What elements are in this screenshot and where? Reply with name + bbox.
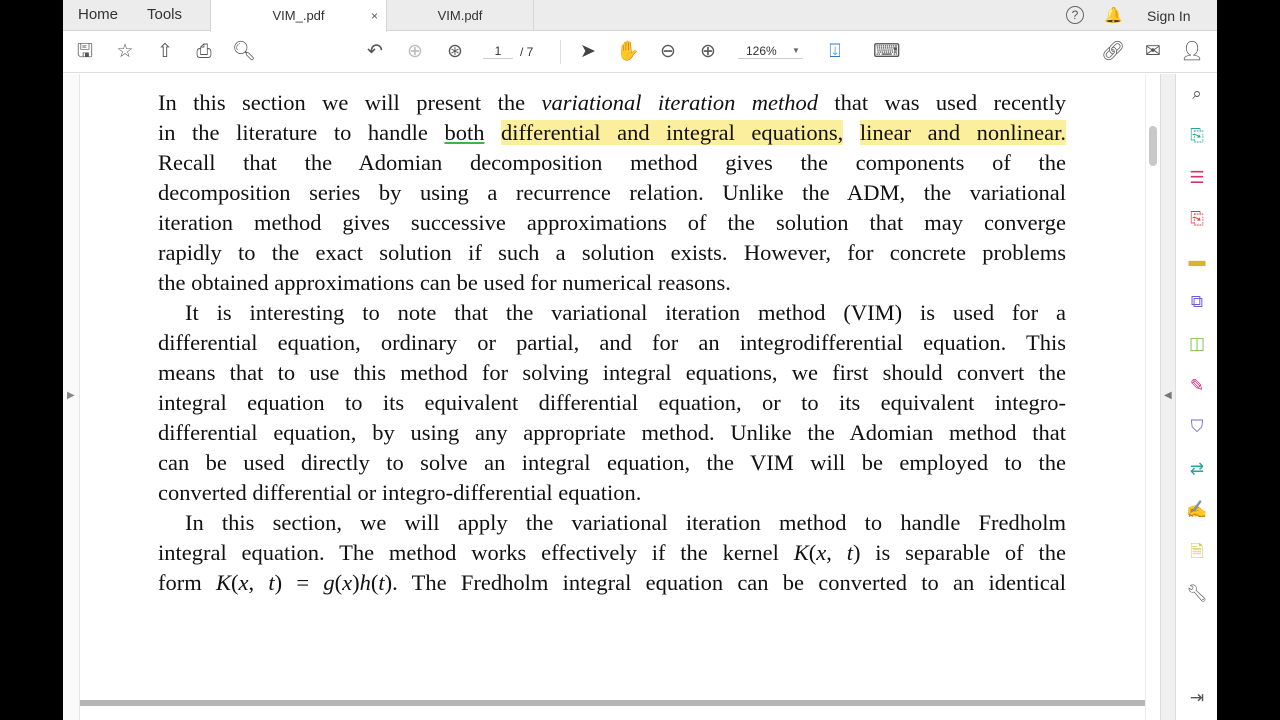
text-line: [158, 478, 1066, 508]
acrobat-window: [63, 0, 1217, 720]
text-run: that was used recently: [817, 90, 1066, 115]
text-run: [843, 120, 860, 145]
text-run: ,: [826, 540, 847, 565]
zoom-in-icon[interactable]: ⊕: [700, 41, 716, 62]
text-run: ,: [248, 570, 269, 595]
protect-icon[interactable]: ⛉: [1190, 417, 1204, 436]
upload-cloud-icon[interactable]: ⇧: [157, 41, 173, 62]
expand-left-panel-icon[interactable]: ▶: [67, 390, 75, 401]
select-cursor-icon[interactable]: ➤: [580, 41, 596, 62]
text-run: (: [808, 540, 817, 565]
text-run: K: [216, 570, 232, 595]
text-run: differential equation, by using any appropriate method. Unlike the Adomian method that: [158, 420, 1066, 445]
text-line: [158, 268, 1066, 298]
combine-files-icon[interactable]: ⧉: [1190, 292, 1204, 311]
tools-pane: [1175, 74, 1217, 720]
page-total: / 7: [520, 45, 534, 59]
tab-tools[interactable]: Tools: [147, 6, 183, 23]
toolbar: [63, 32, 1217, 73]
text-run: (: [334, 570, 343, 595]
text-line: [158, 448, 1066, 478]
text-run: differential equation, ordinary or partial, and for an integrodifferential equation. This: [158, 330, 1066, 355]
text-run: variational iteration method: [541, 90, 818, 115]
text-run: ). The Fredholm integral equation can be converted to an identical: [384, 570, 1066, 595]
text-run: the obtained approximations can be used for numerical reasons.: [158, 270, 731, 295]
text-run: integral equation. The method works effectively if the kernel: [158, 540, 794, 565]
page-number-input[interactable]: 1: [483, 44, 513, 59]
text-run: x: [816, 540, 827, 565]
save-icon[interactable]: 🖫: [76, 41, 94, 62]
search-icon[interactable]: 🔍︎: [232, 41, 257, 62]
undo-icon[interactable]: ↶: [367, 41, 383, 62]
scrollbar-thumb[interactable]: [1149, 126, 1157, 166]
text-run: means that to use this method for solving integral equations, we first should convert the: [158, 360, 1066, 385]
collapse-right-panel-icon[interactable]: ◀: [1164, 390, 1172, 401]
text-line: [158, 238, 1066, 268]
previous-page-icon[interactable]: ⊕: [407, 41, 423, 62]
text-run: form: [158, 570, 216, 595]
create-pdf-icon[interactable]: ⎘: [1190, 209, 1204, 228]
tab-label: VIM.pdf: [437, 8, 483, 23]
star-icon[interactable]: ☆: [116, 41, 134, 62]
divider: [560, 40, 561, 64]
text-run: decomposition series by using a recurrence relation. Unlike the ADM, the variational: [158, 180, 1066, 205]
add-user-icon[interactable]: 👤︎: [1180, 41, 1205, 62]
pdf-page-text: [158, 88, 1066, 598]
text-line: [158, 148, 1066, 178]
text-run: t: [268, 570, 275, 595]
text-run: integral equation to its equivalent differential equation, or to its equivalent integro-: [158, 390, 1066, 415]
text-line: [158, 298, 1066, 328]
email-icon[interactable]: ✉: [1145, 41, 1161, 62]
document-view: [63, 74, 1160, 720]
tab-label: VIM_.pdf: [272, 8, 325, 23]
text-line: [158, 538, 1066, 568]
hand-tool-icon[interactable]: ✋: [616, 41, 640, 62]
keyboard-scroll-icon[interactable]: ⌨: [873, 41, 901, 62]
text-run: In this section we will present the: [158, 90, 542, 115]
more-tools-icon[interactable]: 🔧︎: [1186, 584, 1208, 603]
collapse-pane-icon[interactable]: ⇥: [1189, 688, 1205, 707]
text-line: [158, 388, 1066, 418]
text-run: K: [793, 540, 809, 565]
text-run: g: [323, 570, 335, 595]
text-run: ) =: [274, 570, 324, 595]
text-run: In this section, we will apply the variational iteration method to handle Fredholm: [185, 510, 1066, 535]
export-pdf-icon[interactable]: ⎘: [1190, 126, 1204, 145]
zoom-level-select[interactable]: 126%: [738, 44, 803, 59]
text-run: [484, 120, 501, 145]
text-run: (: [231, 570, 239, 595]
left-panel-strip: [63, 74, 80, 720]
text-line: [158, 568, 1066, 598]
text-line: [158, 328, 1066, 358]
tab-home[interactable]: Home: [78, 6, 119, 23]
text-run: h: [359, 570, 371, 595]
help-icon[interactable]: ?: [1066, 6, 1084, 24]
chevron-down-icon[interactable]: ▼: [792, 46, 800, 55]
organize-pages-icon[interactable]: ☰: [1189, 168, 1205, 187]
text-run: converted differential or integro-differential equation.: [158, 480, 642, 505]
send-for-review-icon[interactable]: ⇄: [1189, 459, 1205, 478]
text-run: (: [370, 570, 379, 595]
text-line: [158, 358, 1066, 388]
text-run: t: [378, 570, 385, 595]
compare-icon[interactable]: ◫: [1188, 334, 1206, 353]
text-run: can be used directly to solve an integral equation, the VIM will be employed to the: [158, 450, 1066, 475]
sign-in-button[interactable]: Sign In: [1147, 8, 1191, 24]
underlined-text: both: [444, 120, 485, 145]
text-run: It is interesting to note that the variational iteration method (VIM) is used for a: [185, 300, 1066, 325]
vertical-scrollbar[interactable]: [1145, 74, 1160, 720]
zoom-out-icon[interactable]: ⊖: [660, 41, 676, 62]
tab-bar: [63, 0, 1217, 31]
tab-vim-underscore-pdf[interactable]: [210, 0, 387, 32]
text-line: [158, 88, 1066, 118]
text-run: ) is separable of the: [852, 540, 1067, 565]
text-run: Recall that the Adomian decomposition method gives the components of the: [158, 150, 1066, 175]
text-run: in the literature to handle: [158, 120, 445, 145]
fill-sign-icon[interactable]: ✍: [1186, 500, 1208, 519]
text-run: rapidly to the exact solution if such a solution exists. However, for concrete problems: [158, 240, 1066, 265]
fit-page-icon[interactable]: ⍗: [829, 41, 841, 62]
text-line: [158, 118, 1066, 148]
enhance-scan-icon[interactable]: ⌕: [1192, 84, 1202, 103]
text-run: t: [846, 540, 853, 565]
text-run: ): [352, 570, 360, 595]
close-tab-button[interactable]: ×: [370, 9, 378, 23]
text-run: x: [342, 570, 353, 595]
edit-pdf-icon[interactable]: ✎: [1189, 376, 1205, 395]
right-panel-strip: [1160, 74, 1175, 720]
print-icon[interactable]: ⎙: [196, 41, 212, 62]
text-line: [158, 208, 1066, 238]
bell-icon[interactable]: 🔔: [1104, 7, 1123, 24]
share-link-icon[interactable]: 🔗︎: [1101, 41, 1126, 62]
text-line: [158, 508, 1066, 538]
text-line: [158, 418, 1066, 448]
highlighted-text: linear and nonlinear.: [859, 120, 1067, 145]
text-run: iteration method gives successive approximations of the solution that may converge: [158, 210, 1066, 235]
text-run: x: [238, 570, 249, 595]
comment-icon[interactable]: ▬: [1188, 251, 1206, 270]
tab-vim-pdf[interactable]: [387, 0, 534, 31]
page-edge: [80, 700, 1145, 706]
next-page-icon[interactable]: ⊛: [447, 41, 463, 62]
text-line: [158, 178, 1066, 208]
highlighted-text: differential and integral equations,: [501, 120, 844, 145]
send-comments-icon[interactable]: 🗎︎: [1190, 542, 1204, 561]
